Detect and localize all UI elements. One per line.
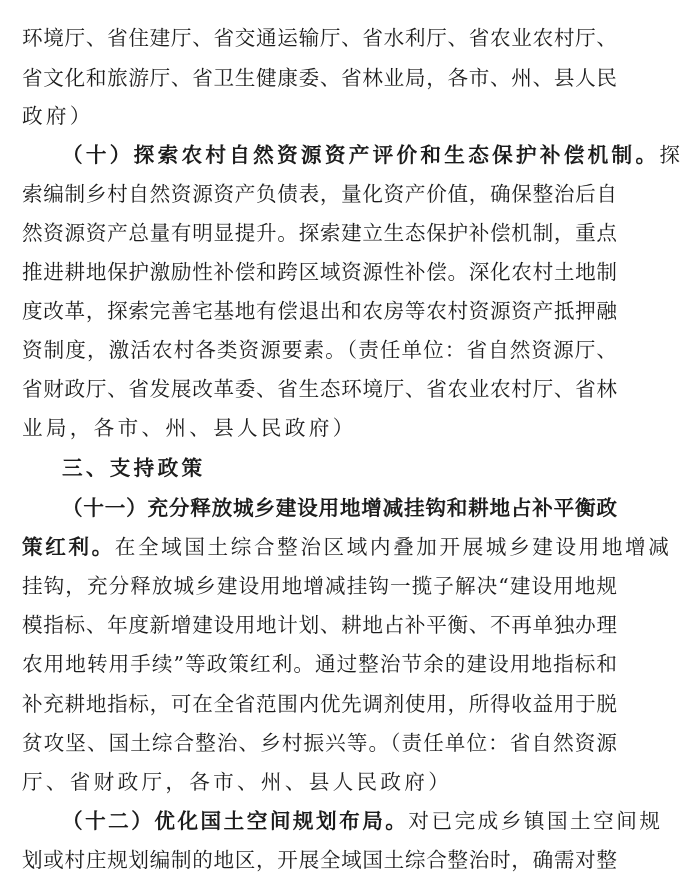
text-line: 模指标、年度新增建设用地计划、耕地占补平衡、不再单独办理 <box>22 613 617 637</box>
text-line: 挂钩，充分释放城乡建设用地增减挂钩一揽子解决“建设用地规 <box>22 574 617 598</box>
text-line: 厅、省财政厅，各市、州、县人民政府） <box>22 770 453 794</box>
text-line: 索编制乡村自然资源资产负债表，量化资产价值，确保整治后自 <box>22 182 617 206</box>
text-line: 推进耕地保护激励性补偿和跨区域资源性补偿。深化农村土地制 <box>22 260 617 284</box>
text-line: 业局，各市、州、县人民政府） <box>22 416 357 440</box>
text-line: 省财政厅、省发展改革委、省生态环境厅、省农业农村厅、省林 <box>22 377 617 401</box>
text-run: 对已完成乡镇国土空间规 <box>408 809 663 833</box>
section-heading-10: （十）探索农村自然资源资产评价和生态保护补偿机制。 <box>62 143 660 167</box>
text-line: 资制度，激活农村各类资源要素。（责任单位：省自然资源厅、 <box>22 338 617 362</box>
text-line: 然资源资产总量有明显提升。探索建立生态保护补偿机制，重点 <box>22 221 617 245</box>
section-title-3: 三、支持政策 <box>62 456 206 480</box>
text-line: 农用地转用手续”等政策红利。通过整治节余的建设用地指标和 <box>22 652 617 676</box>
text-run: 在全域国土综合整治区域内叠加开展城乡建设用地增减 <box>114 535 672 559</box>
text-line: 度改革，探索完善宅基地有偿退出和农房等农村资源资产抵押融 <box>22 299 617 323</box>
section-heading-11: （十一）充分释放城乡建设用地增减挂钩和耕地占补平衡政 <box>62 496 617 520</box>
text-line: 省文化和旅游厅、省卫生健康委、省林业局，各市、州、县人民 <box>22 66 617 90</box>
section-heading-11-end: 策红利。 <box>22 535 115 559</box>
text-line: 环境厅、省住建厅、省交通运输厅、省水利厅、省农业农村厅、 <box>22 26 617 50</box>
text-line: 政府） <box>22 104 94 128</box>
text-line: 贫攻坚、国土综合整治、乡村振兴等。（责任单位：省自然资源 <box>22 731 617 755</box>
paragraph-10-heading-line <box>62 140 683 170</box>
text-line: 划或村庄规划编制的地区，开展全域国土综合整治时，确需对整 <box>22 848 617 872</box>
paragraph-11-line <box>22 532 672 562</box>
text-line: 补充耕地指标，可在全省范围内优先调剂使用，所得收益用于脱 <box>22 692 617 716</box>
section-heading-12: （十二）优化国土空间规划布局。 <box>62 809 409 833</box>
text-run: 探 <box>659 143 683 167</box>
paragraph-12-heading-line <box>62 806 663 836</box>
